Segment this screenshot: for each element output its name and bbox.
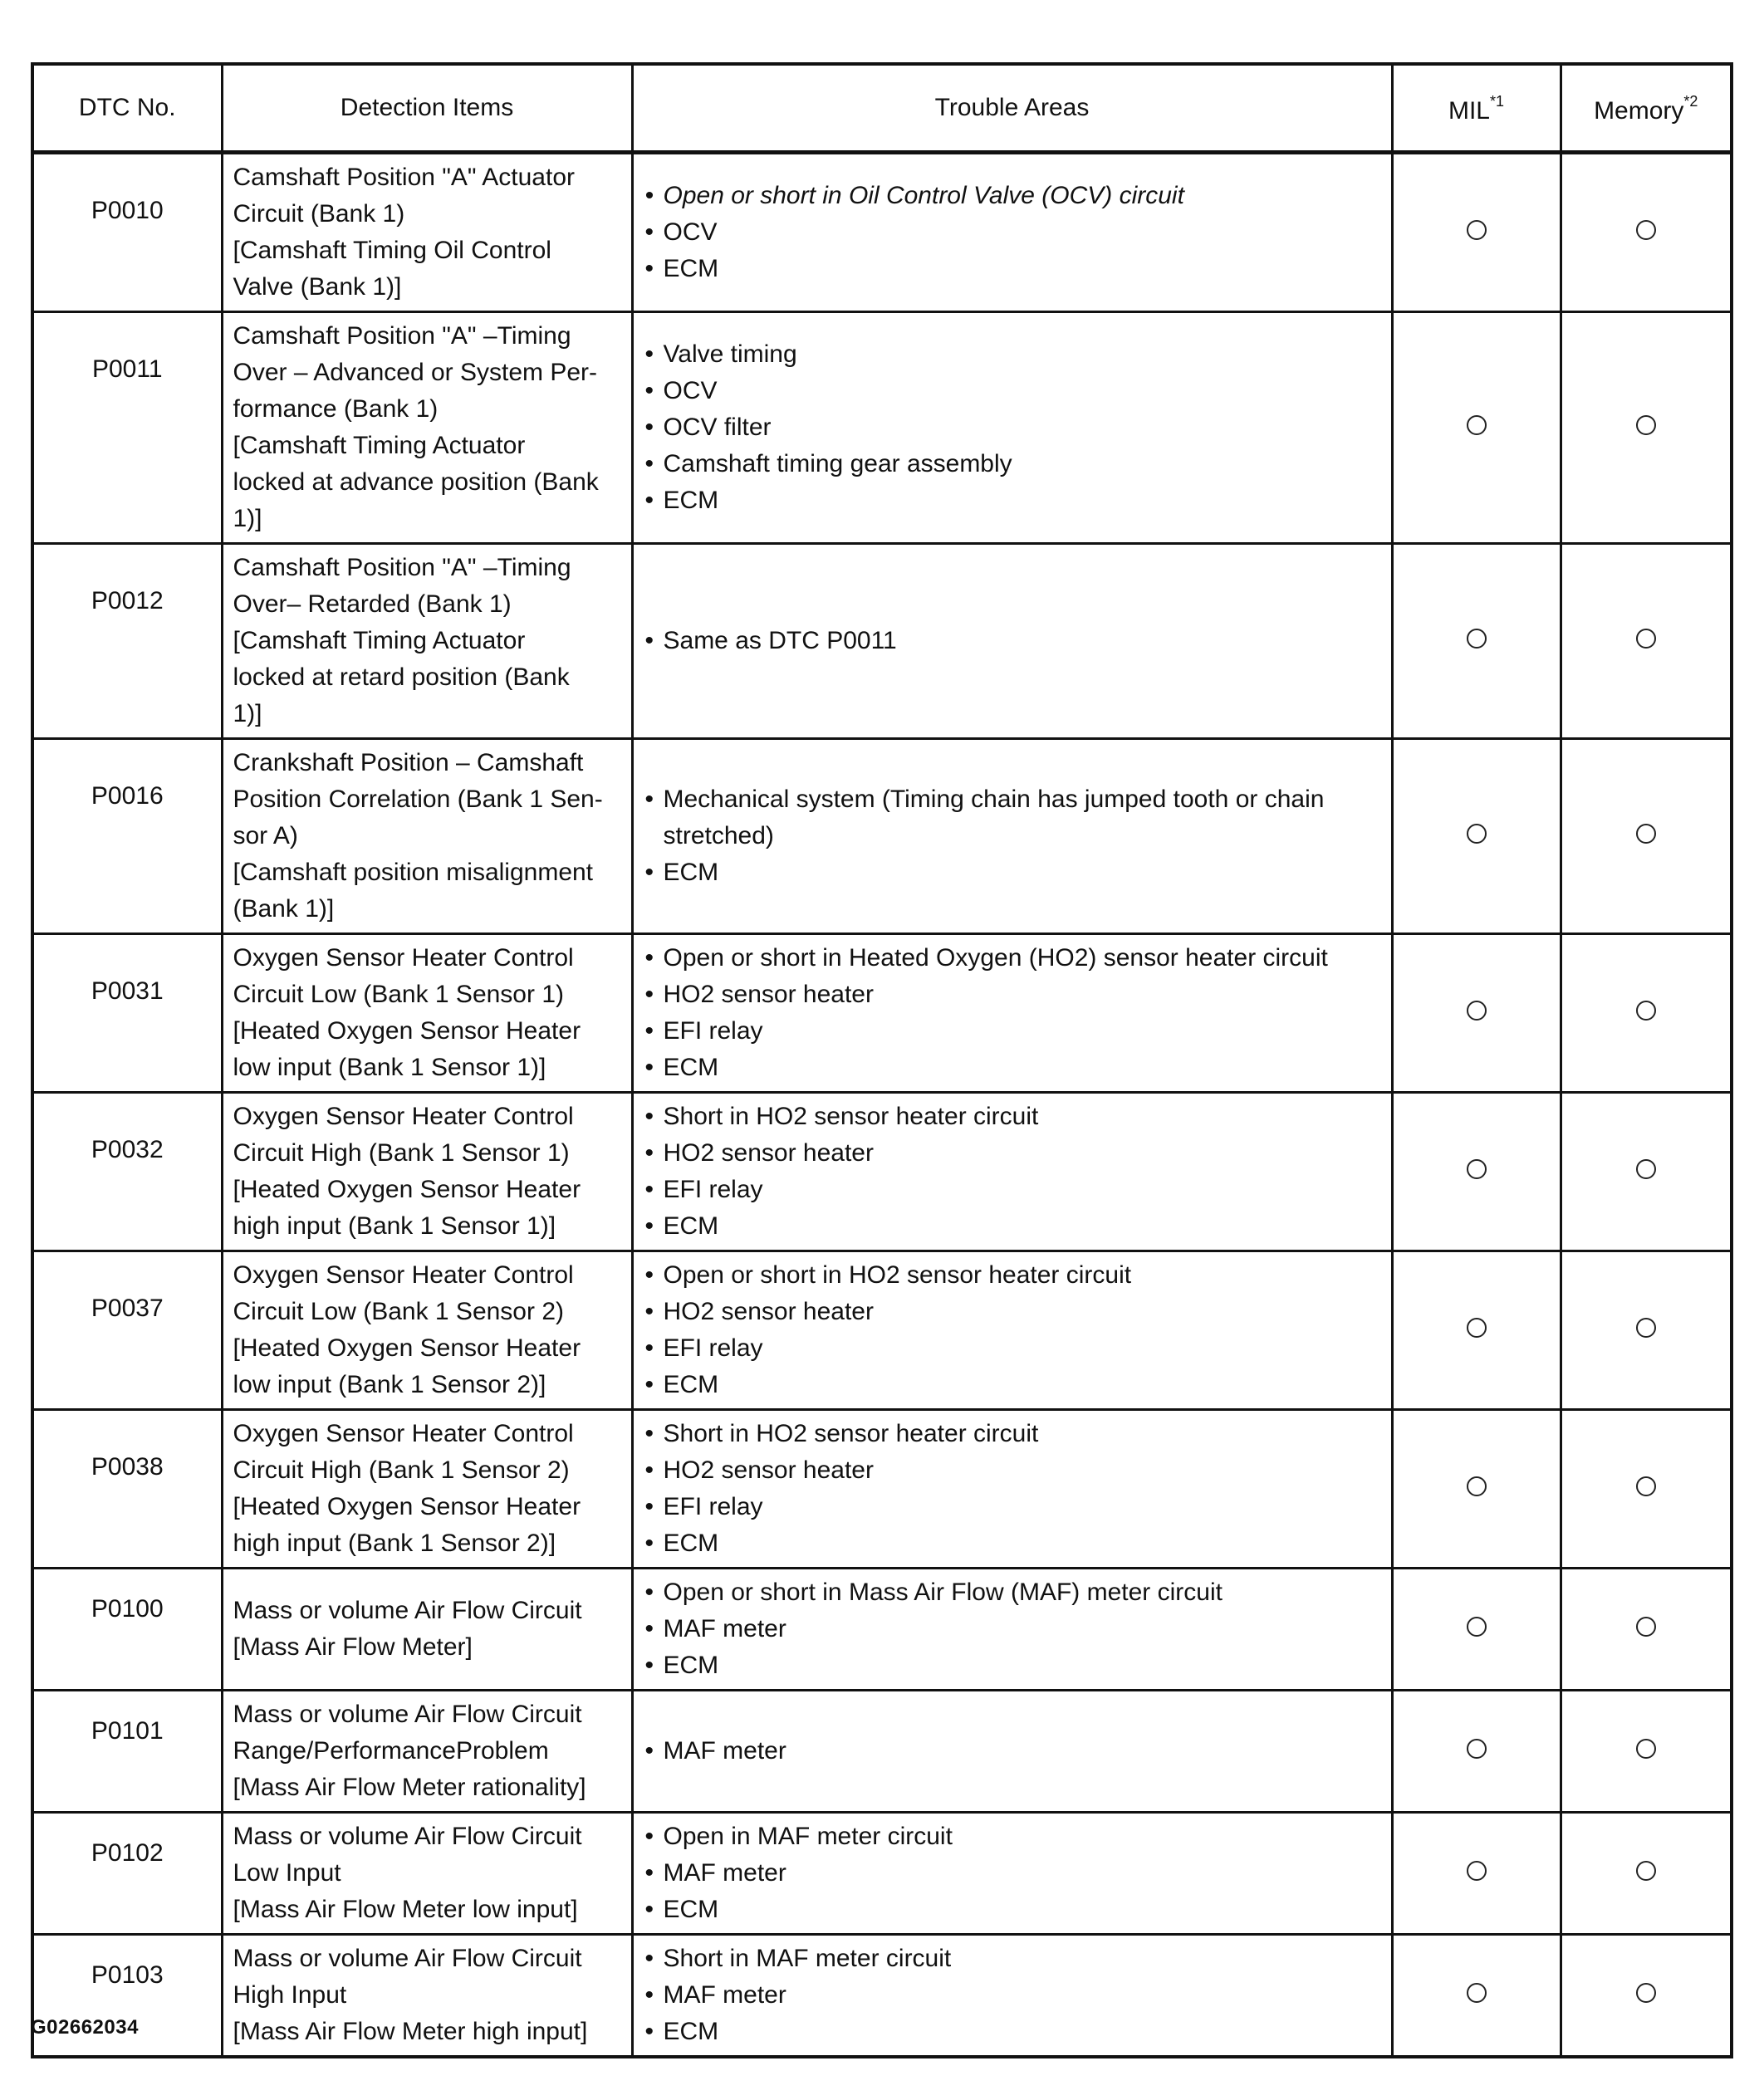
detection-items [222,1251,632,1410]
mil-circle-icon [1467,824,1487,844]
trouble-area-text: MAF meter [663,1737,786,1765]
detection-item-line: [Mass Air Flow Meter low input] [233,1896,578,1923]
bullet-icon: • [644,1212,654,1240]
detection-item-line: Camshaft Position "A" Actuator [233,164,575,191]
trouble-areas [632,1935,1392,2058]
mil-circle-icon [1467,1861,1487,1881]
detection-item-line: [Mass Air Flow Meter] [233,1633,473,1661]
bullet-icon: • [644,786,654,813]
trouble-area-text: Short in HO2 sensor heater circuit [663,1420,1039,1447]
trouble-area-text: ECM [663,255,719,282]
trouble-areas [632,1691,1392,1813]
trouble-area-item [645,1172,1383,1208]
dtc-code: P0038 [32,1410,222,1569]
detection-item-line: Oxygen Sensor Heater Control [233,1420,574,1447]
mil-circle-icon [1467,1983,1487,2003]
trouble-area-text: Short in MAF meter circuit [663,1945,952,1972]
detection-item-line: high input (Bank 1 Sensor 1)] [233,1212,556,1240]
table-row [32,1410,1732,1569]
trouble-area-text: OCV [663,377,718,404]
detection-item-line: locked at retard position (Bank [233,663,570,691]
table-row [32,1813,1732,1935]
mil-circle-icon [1467,1476,1487,1496]
dtc-code: P0032 [32,1093,222,1251]
detection-item-line: Position Correlation (Bank 1 Sen- [233,786,603,813]
detection-item-line: [Heated Oxygen Sensor Heater [233,1493,581,1520]
trouble-area-text: Open or short in Heated Oxygen (HO2) sensor heater circuit [663,944,1328,972]
dtc-code: P0010 [32,153,222,312]
table-row [32,739,1732,934]
detection-item-line: Range/PerformanceProblem [233,1737,549,1765]
header-row [32,64,1732,153]
detection-item-line: Low Input [233,1859,341,1887]
trouble-area-item [645,1135,1383,1172]
mil-circle-icon [1467,629,1487,649]
trouble-area-item [645,1050,1383,1086]
trouble-area-text: Open in MAF meter circuit [663,1823,953,1850]
detection-items [222,153,632,312]
mil-circle-icon [1467,220,1487,240]
trouble-area-text: EFI relay [663,1176,763,1203]
mil-cell [1392,1691,1561,1813]
bullet-icon: • [644,377,654,404]
detection-item-line: 1)] [233,505,262,532]
table-row [32,1935,1732,2058]
detection-item-line: [Mass Air Flow Meter rationality] [233,1774,586,1801]
mil-cell [1392,1813,1561,1935]
trouble-area-text: Mechanical system (Timing chain has jumped tooth or chain stretched) [663,786,1325,849]
mil-cell [1392,739,1561,934]
trouble-area-text: MAF meter [663,1615,786,1642]
mil-cell [1392,1093,1561,1251]
table-row [32,544,1732,739]
trouble-area-text: OCV [663,218,718,246]
trouble-area-text: ECM [663,1212,719,1240]
bullet-icon: • [644,450,654,477]
bullet-icon: • [644,1859,654,1887]
bullet-icon: • [644,2018,654,2045]
trouble-area-item [645,1855,1383,1892]
trouble-area-text: ECM [663,859,719,886]
trouble-areas [632,739,1392,934]
detection-item-line: [Heated Oxygen Sensor Heater [233,1176,581,1203]
detection-item-line: Circuit High (Bank 1 Sensor 2) [233,1456,570,1484]
mil-cell [1392,544,1561,739]
detection-item-line: Over– Retarded (Bank 1) [233,590,512,618]
mil-cell [1392,1935,1561,2058]
trouble-area-text: Same as DTC P0011 [663,627,897,654]
bullet-icon: • [644,944,654,972]
bullet-icon: • [644,1981,654,2009]
trouble-areas [632,153,1392,312]
bullet-icon: • [644,1530,654,1557]
memory-footnote-mark: *2 [1683,93,1698,110]
trouble-area-text: MAF meter [663,1981,786,2009]
trouble-area-item [645,373,1383,409]
bullet-icon: • [644,1652,654,1679]
bullet-icon: • [644,1017,654,1045]
trouble-area-text: Camshaft timing gear assembly [663,450,1012,477]
detection-item-line: [Mass Air Flow Meter high input] [233,2018,588,2045]
trouble-area-text: Open or short in HO2 sensor heater circuit [663,1261,1132,1289]
trouble-areas [632,1410,1392,1569]
trouble-area-item [645,1892,1383,1928]
dtc-code: P0031 [32,934,222,1093]
trouble-area-item [645,446,1383,482]
bullet-icon: • [644,182,654,209]
bullet-icon: • [644,1896,654,1923]
bullet-icon: • [644,1737,654,1765]
trouble-areas [632,934,1392,1093]
header-trouble-areas: Trouble Areas [632,64,1392,153]
bullet-icon: • [644,255,654,282]
bullet-icon: • [644,1579,654,1606]
detection-item-line: Camshaft Position "A" –Timing [233,322,571,350]
dtc-code: P0101 [32,1691,222,1813]
bullet-icon: • [644,1823,654,1850]
detection-items [222,934,632,1093]
memory-circle-icon [1636,220,1656,240]
trouble-area-text: Valve timing [663,340,797,368]
bullet-icon: • [644,859,654,886]
memory-cell [1561,934,1732,1093]
bullet-icon: • [644,1615,654,1642]
trouble-area-item [645,1525,1383,1562]
trouble-area-item [645,781,1383,854]
bullet-icon: • [644,1334,654,1362]
trouble-area-text: EFI relay [663,1493,763,1520]
header-mil: MIL$^{*1}$ [1392,64,1561,153]
mil-cell [1392,312,1561,544]
table-row [32,1251,1732,1410]
mil-circle-icon [1467,1617,1487,1637]
bullet-icon: • [644,487,654,514]
memory-cell [1561,1093,1732,1251]
detection-item-line: [Camshaft position misalignment [233,859,594,886]
dtc-code: P0102 [32,1813,222,1935]
detection-item-line: Circuit High (Bank 1 Sensor 1) [233,1139,570,1167]
mil-circle-icon [1467,1739,1487,1759]
trouble-area-item [645,1941,1383,1977]
trouble-area-item [645,1452,1383,1489]
detection-item-line: sor A) [233,822,298,849]
detection-item-line: low input (Bank 1 Sensor 1)] [233,1054,546,1081]
header-memory: Memory$^{*2}$ [1561,64,1732,153]
trouble-areas [632,1569,1392,1691]
trouble-area-text: HO2 sensor heater [663,981,874,1008]
detection-item-line: Valve (Bank 1)] [233,273,402,301]
trouble-area-item [645,1257,1383,1294]
detection-items [222,1935,632,2058]
trouble-area-item [645,2014,1383,2050]
memory-circle-icon [1636,415,1656,435]
trouble-area-item [645,1574,1383,1611]
trouble-area-text: ECM [663,1054,719,1081]
trouble-area-item [645,1013,1383,1050]
table-row [32,1093,1732,1251]
trouble-area-item [645,1977,1383,2014]
trouble-areas [632,544,1392,739]
detection-item-line: high input (Bank 1 Sensor 2)] [233,1530,556,1557]
memory-circle-icon [1636,629,1656,649]
memory-cell [1561,1813,1732,1935]
figure-code: G02662034 [31,2016,139,2039]
memory-cell [1561,1251,1732,1410]
detection-items [222,1691,632,1813]
detection-item-line: High Input [233,1981,347,2009]
detection-item-line: [Camshaft Timing Actuator [233,627,526,654]
bullet-icon: • [644,1456,654,1484]
bullet-icon: • [644,414,654,441]
trouble-area-item [645,1208,1383,1245]
dtc-table [31,62,1733,2058]
detection-item-line: Circuit Low (Bank 1 Sensor 1) [233,981,564,1008]
memory-cell [1561,1935,1732,2058]
memory-cell [1561,1410,1732,1569]
trouble-areas [632,312,1392,544]
detection-items [222,1093,632,1251]
trouble-area-text: Open or short in Mass Air Flow (MAF) meter circuit [663,1579,1223,1606]
detection-item-line: 1)] [233,700,262,727]
bullet-icon: • [644,1054,654,1081]
trouble-area-text: ECM [663,1530,719,1557]
trouble-areas [632,1093,1392,1251]
bullet-icon: • [644,1945,654,1972]
detection-items [222,1410,632,1569]
trouble-area-text: EFI relay [663,1334,763,1362]
dtc-code: P0037 [32,1251,222,1410]
mil-circle-icon [1467,1001,1487,1021]
table-row [32,1691,1732,1813]
detection-item-line: Oxygen Sensor Heater Control [233,944,574,972]
mil-cell [1392,1410,1561,1569]
bullet-icon: • [644,627,654,654]
memory-circle-icon [1636,1861,1656,1881]
memory-cell [1561,1569,1732,1691]
trouble-area-item [645,1733,1383,1770]
detection-items [222,739,632,934]
trouble-area-text: HO2 sensor heater [663,1298,874,1325]
trouble-area-text: ECM [663,2018,719,2045]
trouble-areas [632,1251,1392,1410]
detection-item-line: (Bank 1)] [233,895,335,923]
trouble-area-item [645,940,1383,977]
memory-circle-icon [1636,824,1656,844]
trouble-area-item [645,409,1383,446]
trouble-area-item [645,623,1383,659]
trouble-area-item [645,1611,1383,1647]
bullet-icon: • [644,1371,654,1398]
dtc-code: P0011 [32,312,222,544]
trouble-area-text: ECM [663,1371,719,1398]
trouble-area-item [645,178,1383,214]
memory-cell [1561,153,1732,312]
mil-circle-icon [1467,1318,1487,1338]
bullet-icon: • [644,1103,654,1130]
trouble-areas [632,1813,1392,1935]
detection-items [222,544,632,739]
detection-item-line: Mass or volume Air Flow Circuit [233,1823,582,1850]
detection-item-line: Oxygen Sensor Heater Control [233,1103,574,1130]
detection-item-line: low input (Bank 1 Sensor 2)] [233,1371,546,1398]
mil-cell [1392,1569,1561,1691]
detection-item-line: formance (Bank 1) [233,395,439,423]
header-dtc-no: DTC No. [32,64,222,153]
detection-items [222,1813,632,1935]
detection-item-line: [Camshaft Timing Actuator [233,432,526,459]
trouble-area-item [645,1099,1383,1135]
trouble-area-item [645,977,1383,1013]
detection-item-line: Over – Advanced or System Per- [233,359,598,386]
memory-cell [1561,544,1732,739]
table-row [32,312,1732,544]
bullet-icon: • [644,981,654,1008]
detection-item-line: Oxygen Sensor Heater Control [233,1261,574,1289]
detection-item-line: [Heated Oxygen Sensor Heater [233,1334,581,1362]
dtc-code: P0103 [32,1935,222,2058]
memory-cell [1561,1691,1732,1813]
table-row [32,1569,1732,1691]
bullet-icon: • [644,1298,654,1325]
detection-item-line: Circuit Low (Bank 1 Sensor 2) [233,1298,564,1325]
mil-circle-icon [1467,415,1487,435]
trouble-area-text: ECM [663,1652,719,1679]
bullet-icon: • [644,340,654,368]
mil-cell [1392,153,1561,312]
trouble-area-item [645,251,1383,287]
memory-circle-icon [1636,1739,1656,1759]
memory-circle-icon [1636,1159,1656,1179]
mil-footnote-mark: *1 [1490,93,1505,110]
detection-item-line: Mass or volume Air Flow Circuit [233,1701,582,1728]
dtc-code: P0012 [32,544,222,739]
trouble-area-item [645,1367,1383,1403]
dtc-code: P0016 [32,739,222,934]
memory-circle-icon [1636,1617,1656,1637]
detection-item-line: Circuit (Bank 1) [233,200,405,228]
bullet-icon: • [644,218,654,246]
trouble-area-item [645,482,1383,519]
trouble-area-text: MAF meter [663,1859,786,1887]
trouble-area-item [645,1294,1383,1330]
dtc-code: P0100 [32,1569,222,1691]
memory-circle-icon [1636,1001,1656,1021]
trouble-area-text: Open or short in Oil Control Valve (OCV) circuit [663,182,1184,209]
detection-item-line: [Heated Oxygen Sensor Heater [233,1017,581,1045]
mil-cell [1392,1251,1561,1410]
trouble-area-item [645,1647,1383,1684]
detection-items [222,312,632,544]
trouble-area-item [645,1330,1383,1367]
detection-item-line: Camshaft Position "A" –Timing [233,554,571,581]
bullet-icon: • [644,1176,654,1203]
trouble-area-text: Short in HO2 sensor heater circuit [663,1103,1039,1130]
trouble-area-item [645,336,1383,373]
bullet-icon: • [644,1261,654,1289]
trouble-area-item [645,854,1383,891]
mil-circle-icon [1467,1159,1487,1179]
header-detection-items: Detection Items [222,64,632,153]
detection-item-line: Crankshaft Position – Camshaft [233,749,584,776]
memory-circle-icon [1636,1983,1656,2003]
trouble-area-item [645,214,1383,251]
memory-cell [1561,739,1732,934]
table-row [32,153,1732,312]
mil-cell [1392,934,1561,1093]
trouble-area-text: HO2 sensor heater [663,1139,874,1167]
trouble-area-item [645,1819,1383,1855]
memory-circle-icon [1636,1476,1656,1496]
trouble-area-text: OCV filter [663,414,772,441]
detection-item-line: locked at advance position (Bank [233,468,599,496]
trouble-area-text: ECM [663,1896,719,1923]
bullet-icon: • [644,1139,654,1167]
detection-items [222,1569,632,1691]
memory-cell [1561,312,1732,544]
bullet-icon: • [644,1420,654,1447]
trouble-area-item [645,1489,1383,1525]
bullet-icon: • [644,1493,654,1520]
memory-circle-icon [1636,1318,1656,1338]
trouble-area-text: ECM [663,487,719,514]
trouble-area-item [645,1416,1383,1452]
trouble-area-text: HO2 sensor heater [663,1456,874,1484]
detection-item-line: Mass or volume Air Flow Circuit [233,1597,582,1624]
detection-item-line: Mass or volume Air Flow Circuit [233,1945,582,1972]
table-row [32,934,1732,1093]
trouble-area-text: EFI relay [663,1017,763,1045]
detection-item-line: [Camshaft Timing Oil Control [233,237,551,264]
